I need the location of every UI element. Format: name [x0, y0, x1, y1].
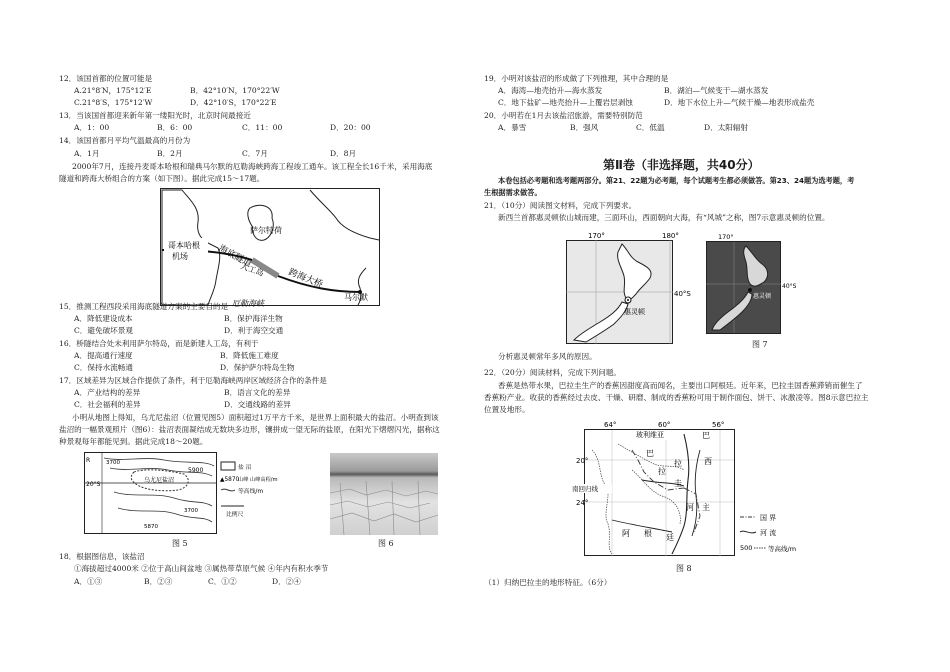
- intro18-line1: 小明从地图上得知，乌尤尼盐沼（位置见图5）面积超过1万平方千米，是世界上面积最大的盐沼。小明查到该: [72, 413, 439, 422]
- q16-option-a: A．提高通行速度: [74, 351, 133, 360]
- fig8-c-la: 拉: [674, 459, 682, 468]
- fig5-peak2: 5900: [188, 467, 204, 474]
- q13-option-c: C．11：00: [242, 123, 283, 132]
- label-saltholm: 萨尔特荷: [250, 226, 282, 235]
- q22-stem: 22．（20分）阅读材料，完成下列问题。: [484, 368, 622, 377]
- figure-7-inset: [706, 232, 796, 336]
- q19-option-d: D．地下水位上升—气候干燥—地表形成盐壳: [664, 98, 815, 107]
- fig5-legend-salt: 盐 沼: [238, 465, 252, 471]
- q15-option-d: D．利于海空交通: [224, 326, 284, 335]
- q21-text: 新西兰首都惠灵顿依山城而建，三面环山，西面朝向大海，有“风城”之称，图7示意惠灵顿的位置。: [498, 213, 830, 222]
- fig7-inset-lon: 170°: [718, 233, 734, 241]
- q19-option-b: B．湖泊—气候变干—湖水蒸发: [664, 86, 769, 95]
- oresund-map: [160, 188, 380, 306]
- fig8-legend-contour-val: 500: [740, 544, 753, 552]
- q14-option-a: A．1月: [74, 149, 100, 158]
- q18-option-d: D．②④: [272, 577, 301, 586]
- q13-option-b: B．6：00: [157, 123, 193, 132]
- q20-option-a: A．暴雪: [498, 123, 527, 132]
- fig8-lon3: 56°: [712, 421, 725, 429]
- label-malmo: 马尔默: [344, 293, 368, 302]
- fig5-contour2: 3700: [184, 508, 198, 514]
- q19-option-a: A．海湾—地壳抬升—海水蒸发: [498, 86, 603, 95]
- q15-stem: 15．推测工程西段采用海底隧道方案的主要目的是: [59, 302, 229, 311]
- label-airport-2: 机场: [172, 252, 188, 261]
- q17-option-c: C．社会福利的差异: [74, 400, 141, 409]
- q18-options: ①海拔超过4000米 ②位于高山间盆地 ③属热带草原气候 ④年内有积水季节: [74, 564, 329, 573]
- label-tunnel: 海底隧道: [216, 243, 254, 270]
- fig8-lat1: 20°: [576, 457, 589, 465]
- q18-option-b: B．②③: [144, 577, 173, 586]
- q17-stem: 17．区域差异为区域合作提供了条件，利于厄勒海峡两岸区域经济合作的条件是: [59, 376, 327, 385]
- q14-option-d: D．8月: [330, 149, 357, 158]
- q22-line3: 位置及地形。: [484, 405, 530, 414]
- fig5-num: 5870: [144, 524, 158, 530]
- intro15-line1: 2000年7月，连接丹麦哥本哈根和瑞典马尔默的厄勒海峡跨海工程竣工通车。该工程全长16千米，采用海底: [72, 162, 433, 171]
- figure-7-map: [566, 230, 696, 346]
- q13-option-d: D．20：00: [330, 123, 371, 132]
- fig7-lon1: 170°: [588, 232, 605, 240]
- fig8-c-ba2: 巴: [646, 449, 654, 458]
- fig8-c-la-2: 拉: [658, 467, 666, 476]
- fig7-inset-city: 惠灵顿: [753, 293, 772, 300]
- intro18-line3: 种景观每年都能见到。据此完成18～20题。: [59, 437, 208, 446]
- q20-option-b: B．强风: [570, 123, 599, 132]
- fig8-c-ting: 廷: [666, 533, 674, 542]
- fig8-c-gen: 根: [644, 529, 652, 538]
- fig8-bolivia: 玻利维亚: [636, 431, 664, 439]
- q22-line1: 香蕉是热带水果，巴拉圭生产的香蕉因甜度高而闻名，主要出口阿根廷。近年来，巴拉圭国香蕉滞销而催生了: [498, 381, 863, 390]
- label-bridge: 跨海大桥: [286, 267, 325, 291]
- fig7-lon2: 180°: [662, 232, 679, 240]
- q12-option-a: A.21°8′N，175°12′E: [74, 86, 152, 95]
- fig8-lat2: 24°: [576, 499, 589, 507]
- q22-part1: （1）归纳巴拉圭的地形特征。（6分）: [484, 578, 612, 587]
- fig8-c-xi: 西: [704, 457, 712, 466]
- q17-option-a: A．产业结构的差异: [74, 388, 141, 397]
- fig8-tropic: 南回归线: [572, 485, 598, 493]
- figure-5-map: [84, 452, 278, 534]
- q13-option-a: A．1：00: [74, 123, 110, 132]
- intro15-line2: 隧道和跨海大桥组合的方案（如下图）。据此完成15～17题。: [59, 174, 265, 183]
- q16-option-b: B．降低施工难度: [220, 351, 279, 360]
- fig6-photo: [330, 453, 438, 535]
- q14-option-b: B．2月: [157, 149, 183, 158]
- fig8-c-ba: 巴: [702, 431, 710, 440]
- fig5-legend-contour: 等高线/m: [238, 489, 263, 495]
- q17-option-b: B．语言文化的差异: [224, 388, 291, 397]
- q16-option-c: C．保持水流畅通: [74, 363, 133, 372]
- section-title: 第Ⅱ卷（非选择题，共40分）: [603, 158, 760, 172]
- q12-option-b: B．42°10′N，170°22′W: [190, 86, 280, 95]
- q19-option-c: C．地下盐矿—地壳抬升—上覆岩层剥蚀: [498, 98, 633, 107]
- q21-stem: 21．（10分）阅读图文材料，完成下列要求。: [484, 201, 637, 210]
- section-note-1: 本卷包括必考题和选考题两部分。第21、22题为必考题，每个试题考生都必须做答。第23、24题为选考题，考: [498, 176, 855, 185]
- fig8-lon1: 64°: [604, 421, 617, 429]
- q14-option-c: C．7月: [242, 149, 268, 158]
- fig5-caption: 图 5: [172, 539, 188, 548]
- q21-ask: 分析惠灵顿常年多风的原因。: [498, 352, 597, 361]
- q17-option-d: D．交通线路的差异: [224, 400, 291, 409]
- fig7-lat: 40°S: [674, 290, 691, 298]
- q12-option-d: D．42°10′S，170°22′E: [190, 98, 277, 107]
- q18-stem: 18．根据图信息，该盐沼: [59, 552, 145, 561]
- q15-option-c: C．避免破坏景观: [74, 326, 133, 335]
- q14-stem: 14．该国首都月平均气温最高的月份为: [59, 136, 191, 145]
- q18-option-c: C．①②: [208, 577, 237, 586]
- fig5-lake-label: 乌尤尼盐沼: [144, 477, 175, 484]
- fig8-caption: 图 8: [676, 564, 692, 573]
- q12-option-c: C.21°8′S，175°12′W: [74, 98, 153, 107]
- fig8-c-he: 河: [686, 503, 694, 512]
- q16-stem: 16．桥隧结合处未利用萨尔特岛，而是新建人工岛，有利于: [59, 339, 259, 348]
- section-note-2: 生根据需求做答。: [484, 188, 542, 197]
- q15-option-a: A．降低建设成本: [74, 314, 133, 323]
- fig5-lat: 20°S: [86, 481, 101, 488]
- fig8-legend-contour: 等高线/m: [768, 545, 797, 553]
- q13-stem: 13．当该国首都迎来新年第一缕阳光时，北京时间最接近: [59, 111, 251, 120]
- svg-text:R: R: [86, 457, 91, 464]
- fig5-legend-peak: 山峰 山峰高程/m: [238, 477, 278, 483]
- q12-stem: 12．该国首都的位置可能是: [59, 74, 153, 83]
- fig8-c-zhu: 主: [702, 503, 710, 512]
- q20-stem: 20．小明若在1月去该盐沼旅游，需要特别防范: [484, 111, 643, 120]
- intro18-line2: 盐沼的一幅景观照片（图6）：盐沼表面凝结成无数块多边形，镶拼成一望无际的盐原，在阳光下熠熠闪光，据称这: [59, 425, 440, 434]
- fig8-legend-border: 国 界: [760, 514, 777, 522]
- q15-option-b: B．保护海洋生物: [224, 314, 283, 323]
- fig8-c-a: 阿: [622, 529, 630, 538]
- fig5-legend-scale: 比例尺: [226, 512, 244, 518]
- q18-option-a: A．①③: [74, 577, 103, 586]
- fig8-legend-river: 河 流: [760, 529, 777, 537]
- q16-option-d: D．保护萨尔特岛生物: [220, 363, 295, 372]
- q22-line2: 香蕉粉产业。收获的香蕉经过去皮、干燥、研磨、制成的香蕉粉可用于制作面包、饼干、冰激凌等。图8示意巴拉主: [484, 393, 869, 402]
- label-island: 人工岛: [239, 261, 265, 279]
- fig5-legend-peak1: ▲5870: [220, 477, 240, 483]
- fig8-lon2: 60°: [658, 421, 671, 429]
- fig8-c-gui: 圭: [674, 479, 682, 488]
- q20-option-d: D．太阳辐射: [704, 123, 749, 132]
- fig5-contour1: 3700: [106, 460, 120, 466]
- q20-option-c: C．低温: [636, 123, 665, 132]
- fig7-caption: 图 7: [752, 340, 768, 349]
- figure-8-map: [572, 420, 802, 560]
- fig7-inset-lat: 40°S: [782, 283, 797, 290]
- fig7-city: 惠灵顿: [624, 308, 645, 316]
- label-airport-1: 哥本哈根: [168, 241, 200, 250]
- q19-stem: 19．小明对该盐沼的形成做了下列推理，其中合理的是: [484, 74, 669, 83]
- fig6-caption: 图 6: [378, 539, 394, 548]
- label-strait: 厄勒海峡: [232, 299, 264, 308]
